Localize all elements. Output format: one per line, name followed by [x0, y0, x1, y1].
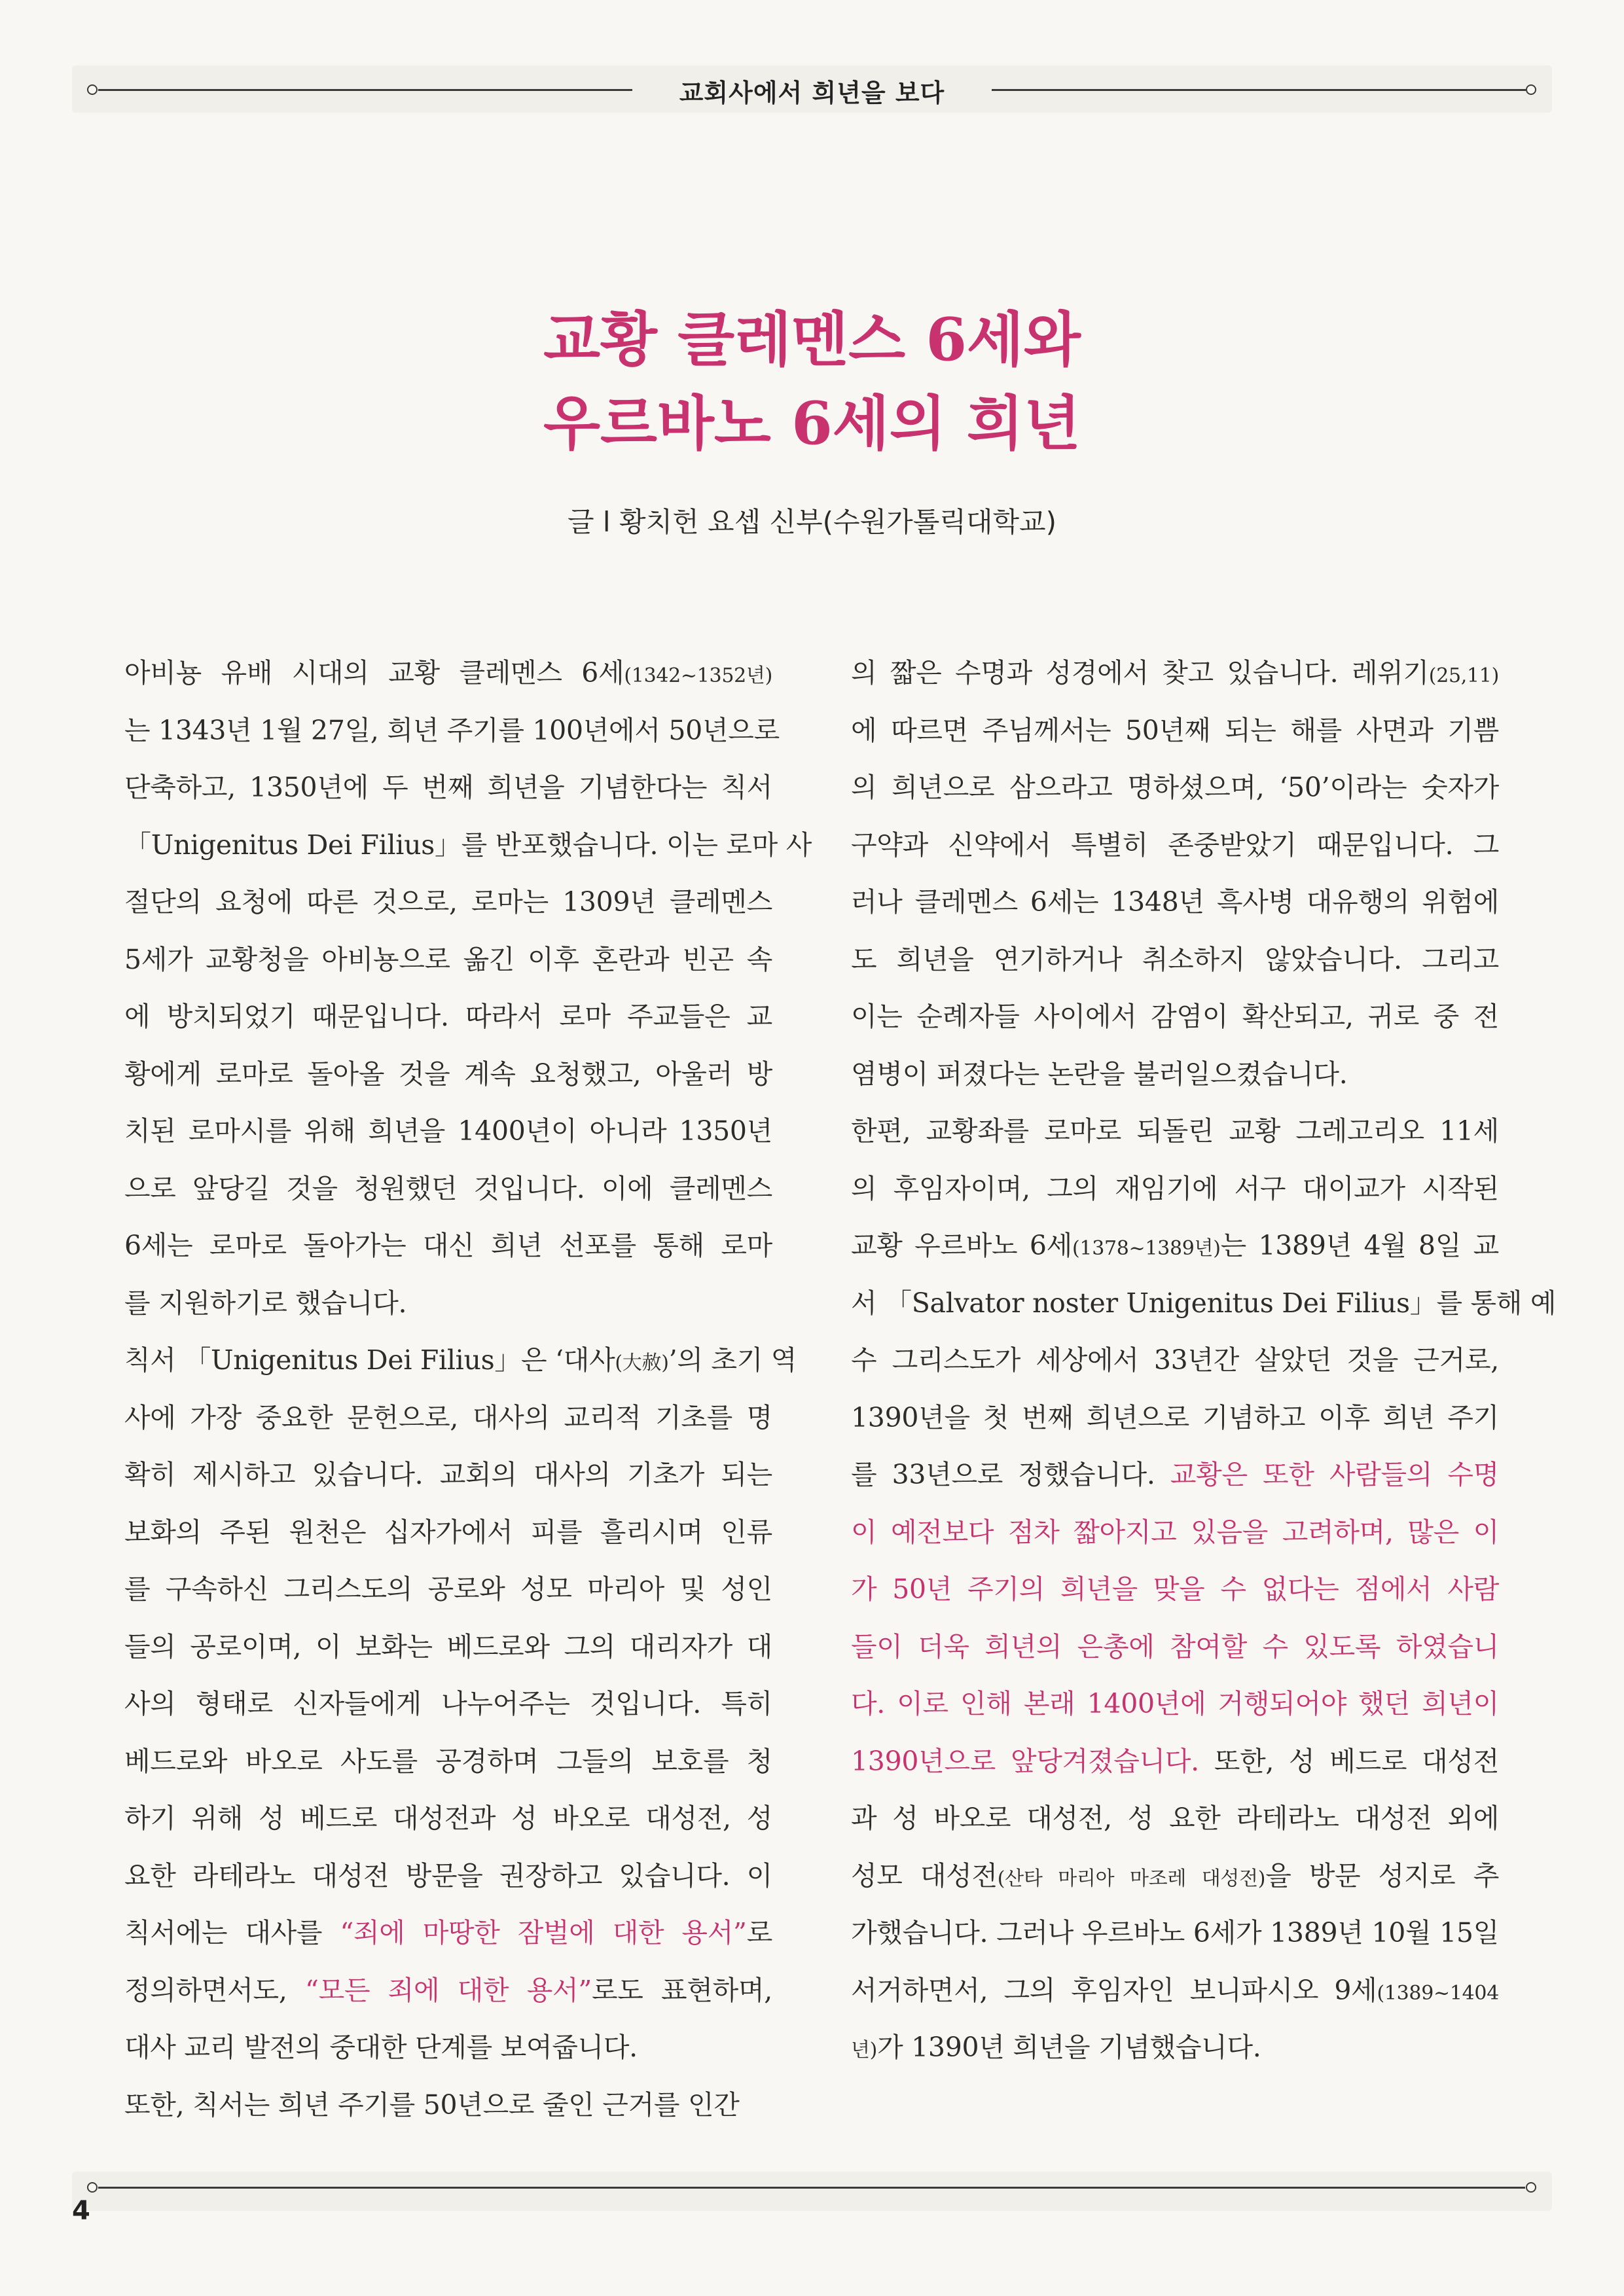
body-text-segment: 「Unigenitus Dei Filius」를 반포했습니다. 이는 로마 사: [124, 829, 812, 861]
body-text-line: [851, 1619, 1499, 1676]
header-left-rule: [98, 89, 632, 91]
body-text-segment: 요한 라테라노 대성전 방문을 권장하고 있습니다. 이: [124, 1859, 772, 1892]
body-text-line: [851, 1046, 1499, 1103]
body-text-line: [851, 1275, 1557, 1333]
body-text-line: [124, 1446, 772, 1504]
body-text-line: [124, 874, 772, 931]
highlighted-text: 이 예전보다 점차 짧아지고 있음을 고려하며, 많은 이: [851, 1516, 1499, 1548]
article-title-line1: 교황 클레멘스 6세와: [543, 305, 1081, 374]
body-text-segment: 러나 클레멘스 6세는 1348년 흑사병 대유행의 위험에: [851, 886, 1499, 918]
body-text-line: [124, 1390, 772, 1447]
body-text-line: [851, 1848, 1499, 1905]
highlighted-text: 1390년으로 앞당겨졌습니다.: [851, 1745, 1199, 1777]
body-text-segment: 의 희년으로 삼으라고 명하셨으며, ‘50’이라는 숫자가: [851, 772, 1499, 803]
body-text-segment: 5세가 교황청을 아비뇽으로 옮긴 이후 혼란과 빈곤 속: [124, 943, 772, 975]
body-text-segment: 사에 가장 중요한 문헌으로, 대사의 교리적 기초를 명: [124, 1401, 772, 1433]
article-title-line2: 우르바노 6세의 희년: [543, 389, 1081, 458]
body-text-segment: (25,11): [1428, 664, 1499, 687]
body-text-line: [851, 1790, 1499, 1848]
body-text-line: [851, 1446, 1499, 1504]
body-text-line: [851, 1962, 1499, 2020]
body-text-segment: 으로 앞당길 것을 청원했던 것입니다. 이에 클레멘스: [124, 1172, 772, 1204]
body-text-segment: 절단의 요청에 따른 것으로, 로마는 1309년 클레멘스: [124, 886, 772, 918]
body-text-line: [124, 931, 772, 989]
body-text-segment: 로도 표현하며,: [592, 1974, 772, 2006]
page-number: 4: [72, 2196, 90, 2226]
body-text-line: [124, 2077, 772, 2134]
highlighted-text: 교황은 또한 사람들의 수명: [1170, 1459, 1499, 1490]
body-text-segment: 치된 로마시를 위해 희년을 1400년이 아니라 1350년: [124, 1115, 772, 1147]
right-column: [851, 645, 1557, 2077]
body-text-segment: 또한, 칙서는 희년 주기를 50년으로 줄인 근거를 인간: [124, 2089, 740, 2121]
body-text-segment: 1390년을 첫 번째 희년으로 기념하고 이후 희년 주기: [851, 1401, 1499, 1433]
body-text-line: [124, 1332, 797, 1390]
body-text-segment: 과 성 바오로 대성전, 성 요한 라테라노 대성전 외에: [851, 1803, 1499, 1834]
body-text-segment: 정의하면서도,: [124, 1974, 305, 2006]
body-text-segment: 한편, 교황좌를 로마로 되돌린 교황 그레고리오 11세: [851, 1115, 1499, 1147]
body-text-segment: 교황 우르바노 6세: [851, 1230, 1072, 1261]
body-text-segment: 칙서에는 대사를: [124, 1917, 340, 1948]
body-text-line: [124, 1733, 772, 1791]
footer-rule: [98, 2187, 1525, 2189]
highlighted-text: 들이 더욱 희년의 은총에 참여할 수 있도록 하였습니: [851, 1630, 1499, 1662]
body-text-line: [124, 2019, 772, 2077]
body-text-line: [851, 759, 1499, 817]
body-text-line: [851, 988, 1499, 1046]
body-text-segment: 대사 교리 발전의 중대한 단계를 보여줍니다.: [124, 2032, 638, 2063]
body-text-segment: 하기 위해 성 베드로 대성전과 성 바오로 대성전, 성: [124, 1803, 772, 1834]
section-header-title: 교회사에서 희년을 보다: [679, 78, 945, 107]
header-right-rule: [992, 89, 1526, 91]
body-text-segment: 칙서 「Unigenitus Dei Filius」은 ‘대사: [124, 1344, 615, 1376]
body-text-segment: 를 지원하기로 했습니다.: [124, 1287, 407, 1319]
body-text-segment: 구약과 신약에서 특별히 존중받았기 때문입니다. 그: [851, 829, 1499, 861]
body-text-segment: 들의 공로이며, 이 보화는 베드로와 그의 대리자가 대: [124, 1630, 772, 1662]
body-text-line: [851, 874, 1499, 931]
article-title: [196, 298, 1428, 465]
body-text-line: [124, 1217, 772, 1275]
body-text-line: [124, 1561, 772, 1619]
body-text-line: [124, 1848, 772, 1905]
body-text-line: [851, 1905, 1499, 1962]
body-text-segment: 보화의 주된 원천은 십자가에서 피를 흘리시며 인류: [124, 1516, 772, 1548]
body-text-line: [124, 817, 812, 874]
body-text-segment: 이는 순례자들 사이에서 감염이 확산되고, 귀로 중 전: [851, 1001, 1499, 1032]
body-text-line: [851, 702, 1499, 760]
footer-left-dot: [87, 2182, 98, 2193]
body-text-line: [851, 1504, 1499, 1562]
body-text-segment: 가했습니다. 그러나 우르바노 6세가 1389년 10월 15일: [851, 1917, 1499, 1948]
body-text-segment: 황에게 로마로 돌아올 것을 계속 요청했고, 아울러 방: [124, 1058, 772, 1090]
body-text-line: [851, 1733, 1499, 1791]
body-text-line: [124, 1504, 772, 1562]
body-text-line: [124, 702, 780, 760]
body-text-segment: (1342~1352년): [624, 664, 772, 687]
body-text-segment: 단축하고, 1350년에 두 번째 희년을 기념한다는 칙서: [124, 772, 772, 803]
highlighted-text: “죄에 마땅한 잠벌에 대한 용서”: [340, 1917, 747, 1948]
body-text-segment: 로: [746, 1917, 772, 1948]
body-text-line: [124, 1619, 772, 1676]
body-text-line: [124, 1046, 772, 1103]
footer-band: [72, 2172, 1552, 2211]
body-text-line: [851, 645, 1499, 702]
body-text-segment: 6세는 로마로 돌아가는 대신 희년 선포를 통해 로마: [124, 1230, 772, 1261]
body-text-segment: 사의 형태로 신자들에게 나누어주는 것입니다. 특히: [124, 1688, 772, 1719]
body-text-segment: (大赦): [615, 1352, 669, 1374]
body-text-segment: 는 1389년 4월 8일 교: [1220, 1230, 1499, 1261]
body-text-line: [851, 1676, 1499, 1733]
left-column: [124, 645, 812, 2134]
body-text-segment: 의 후임자이며, 그의 재임기에 서구 대이교가 시작된: [851, 1172, 1499, 1204]
highlighted-text: 가 50년 주기의 희년을 맞을 수 없다는 점에서 사람: [851, 1573, 1499, 1605]
body-text-line: [124, 1962, 772, 2020]
body-text-segment: 에 방치되었기 때문입니다. 따라서 로마 주교들은 교: [124, 1001, 772, 1032]
body-text-segment: 수 그리스도가 세상에서 33년간 살았던 것을 근거로,: [851, 1344, 1499, 1376]
body-text-line: [124, 759, 772, 817]
body-text-segment: (산타 마리아 마조레 대성전): [997, 1867, 1266, 1890]
highlighted-text: 다. 이로 인해 본래 1400년에 거행되어야 했던 희년이: [851, 1688, 1499, 1719]
body-text-segment: 서 「Salvator noster Unigenitus Dei Filius」를 통해 예: [851, 1287, 1557, 1319]
body-text-segment: 또한, 성 베드로 대성전: [1199, 1745, 1500, 1777]
body-text-line: [124, 988, 772, 1046]
body-text-segment: ’의 초기 역: [668, 1344, 797, 1376]
body-text-line: [124, 1275, 772, 1333]
body-text-segment: 베드로와 바오로 사도를 공경하며 그들의 보호를 청: [124, 1745, 772, 1777]
body-text-line: [851, 1103, 1499, 1160]
article-byline: 글 l 황치헌 요셉 신부(수원가톨릭대학교): [568, 506, 1056, 538]
body-text-segment: 도 희년을 연기하거나 취소하지 않았습니다. 그리고: [851, 943, 1499, 975]
highlighted-text: “모든 죄에 대한 용서”: [304, 1974, 592, 2006]
body-text-line: [851, 1160, 1499, 1218]
body-text-segment: 년): [851, 2039, 878, 2062]
body-text-line: [124, 1790, 772, 1848]
body-text-segment: 염병이 퍼졌다는 논란을 불러일으켰습니다.: [851, 1058, 1348, 1090]
body-text-segment: 를 구속하신 그리스도의 공로와 성모 마리아 및 성인: [124, 1573, 772, 1605]
body-text-segment: 가 1390년 희년을 기념했습니다.: [877, 2032, 1261, 2063]
body-text-segment: (1378~1389년): [1072, 1237, 1221, 1260]
body-text-line: [124, 1676, 772, 1733]
body-text-segment: 를 33년으로 정했습니다.: [851, 1459, 1170, 1490]
body-text-segment: 확히 제시하고 있습니다. 교회의 대사의 기초가 되는: [124, 1459, 772, 1490]
body-text-segment: 는 1343년 1월 27일, 희년 주기를 100년에서 50년으로: [124, 714, 780, 746]
body-text-segment: 서거하면서, 그의 후임자인 보니파시오 9세: [851, 1974, 1377, 2006]
body-text-line: [851, 931, 1499, 989]
body-text-line: [851, 1561, 1499, 1619]
body-text-line: [124, 1905, 772, 1962]
footer-right-dot: [1526, 2182, 1536, 2193]
header-right-dot: [1526, 84, 1536, 95]
body-text-segment: 의 짧은 수명과 성경에서 찾고 있습니다. 레위기: [851, 657, 1429, 689]
body-text-segment: 성모 대성전: [851, 1859, 998, 1892]
body-text-segment: (1389~1404: [1377, 1981, 1499, 2005]
body-text-line: [851, 2019, 1499, 2077]
body-text-segment: 을 방문 성지로 추: [1265, 1859, 1499, 1892]
body-text-line: [124, 1160, 772, 1218]
body-text-segment: 아비뇽 유배 시대의 교황 클레멘스 6세: [124, 657, 624, 689]
body-text-segment: 에 따르면 주님께서는 50년째 되는 해를 사면과 기쁨: [851, 714, 1499, 746]
body-text-line: [124, 1103, 772, 1160]
body-text-line: [124, 645, 772, 702]
body-text-line: [851, 1217, 1499, 1275]
body-text-line: [851, 1332, 1499, 1390]
body-text-line: [851, 817, 1499, 874]
body-text-line: [851, 1390, 1499, 1447]
header-left-dot: [87, 84, 98, 95]
